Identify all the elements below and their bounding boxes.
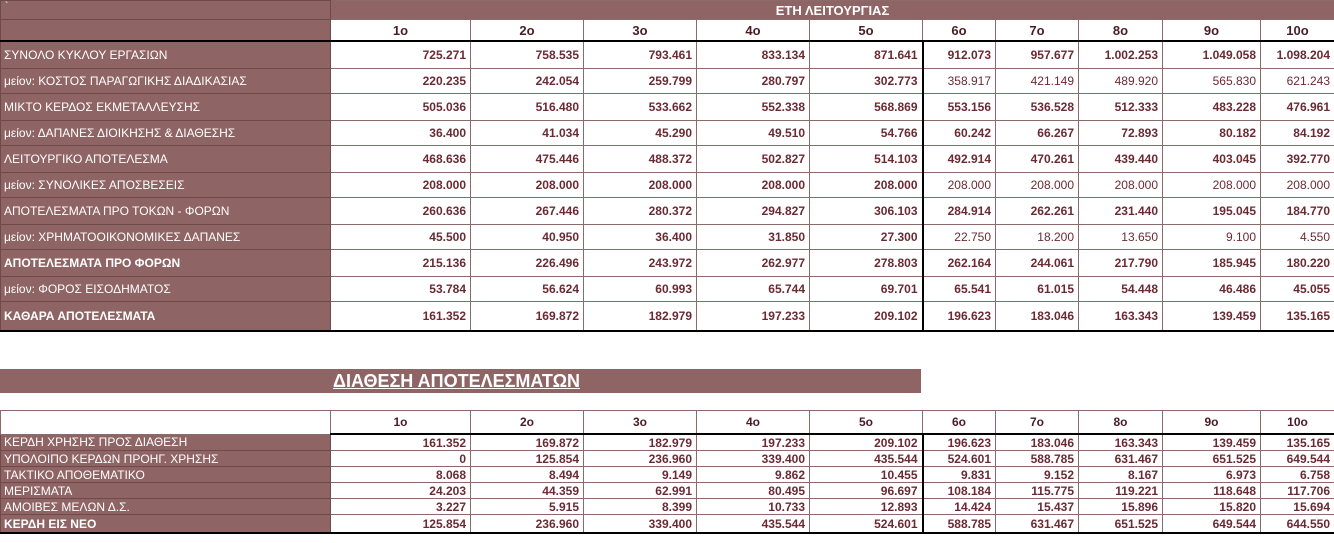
value-cell: 339.400 [584,515,697,534]
value-cell: 631.467 [1079,451,1163,467]
value-cell: 15.820 [1163,499,1261,515]
value-cell: 27.300 [810,225,923,250]
row-label: ΚΕΡΔΗ ΕΙΣ ΝΕΟ [1,515,331,534]
year-header: 9ο [1163,411,1261,435]
value-cell: 9.149 [584,467,697,483]
value-cell: 69.701 [810,277,923,302]
table-row [1,467,1334,483]
value-cell: 8.494 [471,467,584,483]
value-cell: 208.000 [697,173,810,198]
value-cell: 1.002.253 [1079,41,1163,69]
year-header: 8ο [1079,411,1163,435]
value-cell: 15.896 [1079,499,1163,515]
table-row [1,225,1334,250]
value-cell: 139.459 [1163,434,1261,451]
row-label: ΜΙΚΤΟ ΚΕΡΔΟΣ ΕΚΜΕΤΑΛΛΕΥΣΗΣ [1,94,331,121]
value-cell: 197.233 [697,434,810,451]
value-cell: 9.862 [697,467,810,483]
value-cell: 36.400 [331,121,471,146]
value-cell: 163.343 [1079,302,1163,332]
value-cell: 13.650 [1079,225,1163,250]
value-cell: 49.510 [697,121,810,146]
table-row [1,146,1334,173]
corner-cell-blank [1,20,331,42]
year-header: 5ο [810,411,923,435]
value-cell: 476.961 [1261,94,1334,121]
value-cell: 4.550 [1261,225,1334,250]
value-cell: 0 [331,451,471,467]
value-cell: 524.601 [923,451,996,467]
value-cell: 10.733 [697,499,810,515]
value-cell: 182.979 [584,434,697,451]
value-cell: 649.544 [1163,515,1261,534]
value-cell: 45.290 [584,121,697,146]
value-cell: 871.641 [810,41,923,69]
row-label: μείον: ΔΑΠΑΝΕΣ ΔΙΟΙΚΗΣΗΣ & ΔΙΑΘΕΣΗΣ [1,121,331,146]
value-cell: 208.000 [923,173,996,198]
value-cell: 208.000 [1163,173,1261,198]
value-cell: 208.000 [584,173,697,198]
year-header: 10ο [1261,20,1334,42]
table-row [1,173,1334,198]
table-row [1,277,1334,302]
value-cell: 161.352 [331,434,471,451]
year-header: 5ο [810,20,923,42]
value-cell: 552.338 [697,94,810,121]
value-cell: 209.102 [810,434,923,451]
value-cell: 61.015 [996,277,1079,302]
value-cell: 215.136 [331,250,471,277]
value-cell: 505.036 [331,94,471,121]
table-row [1,94,1334,121]
year-header: 2ο [471,20,584,42]
value-cell: 226.496 [471,250,584,277]
value-cell: 631.467 [996,515,1079,534]
value-cell: 793.461 [584,41,697,69]
year-header: 7ο [996,20,1079,42]
table-row [1,499,1334,515]
value-cell: 208.000 [810,173,923,198]
value-cell: 259.799 [584,69,697,94]
year-header-row [1,20,1334,42]
value-cell: 54.448 [1079,277,1163,302]
table-row [1,250,1334,277]
year-header: 6ο [923,411,996,435]
value-cell: 489.920 [1079,69,1163,94]
value-cell: 435.544 [810,451,923,467]
table-row [1,121,1334,146]
value-cell: 208.000 [996,173,1079,198]
year-header: 6ο [923,20,996,42]
value-cell: 180.220 [1261,250,1334,277]
value-cell: 649.544 [1261,451,1334,467]
value-cell: 280.372 [584,198,697,225]
value-cell: 470.261 [996,146,1079,173]
distribution-rows [1,434,1334,533]
value-cell: 209.102 [810,302,923,332]
value-cell: 60.242 [923,121,996,146]
value-cell: 46.486 [1163,277,1261,302]
year-header: 1ο [331,20,471,42]
year-header: 2ο [471,411,584,435]
value-cell: 5.915 [471,499,584,515]
value-cell: 294.827 [697,198,810,225]
value-cell: 125.854 [471,451,584,467]
value-cell: 8.167 [1079,467,1163,483]
row-label: ΣΥΝΟΛΟ ΚΥΚΛΟΥ ΕΡΓΑΣΙΩΝ [1,41,331,69]
value-cell: 553.156 [923,94,996,121]
value-cell: 278.803 [810,250,923,277]
value-cell: 84.192 [1261,121,1334,146]
value-cell: 912.073 [923,41,996,69]
year-header: 8ο [1079,20,1163,42]
row-label: ΛΕΙΤΟΥΡΓΙΚΟ ΑΠΟΤΕΛΕΣΜΑ [1,146,331,173]
value-cell: 524.601 [810,515,923,534]
value-cell: 163.343 [1079,434,1163,451]
value-cell: 182.979 [584,302,697,332]
year-header: 3ο [584,20,697,42]
year-header: 4ο [697,20,810,42]
value-cell: 260.636 [331,198,471,225]
row-label: ΜΕΡΙΣΜΑΤΑ [1,483,331,499]
value-cell: 514.103 [810,146,923,173]
value-cell: 483.228 [1163,94,1261,121]
value-cell: 135.165 [1261,302,1334,332]
value-cell: 220.235 [331,69,471,94]
row-label: ΑΠΟΤΕΛΕΣΜΑΤΑ ΠΡΟ ΤΟΚΩΝ - ΦΟΡΩΝ [1,198,331,225]
value-cell: 644.550 [1261,515,1334,534]
value-cell: 65.744 [697,277,810,302]
row-label: μείον: ΚΟΣΤΟΣ ΠΑΡΑΓΩΓΙΚΗΣ ΔΙΑΔΙΚΑΣΙΑΣ [1,69,331,94]
value-cell: 358.917 [923,69,996,94]
value-cell: 306.103 [810,198,923,225]
row-label: μείον: ΣΥΝΟΛΙΚΕΣ ΑΠΟΣΒΕΣΕΙΣ [1,173,331,198]
value-cell: 184.770 [1261,198,1334,225]
value-cell: 492.914 [923,146,996,173]
value-cell: 36.400 [584,225,697,250]
value-cell: 196.623 [923,434,996,451]
value-cell: 183.046 [996,302,1079,332]
value-cell: 651.525 [1079,515,1163,534]
value-cell: 40.950 [471,225,584,250]
distribution-title-bar [0,369,921,393]
year-header-row [1,411,1334,435]
value-cell: 45.500 [331,225,471,250]
value-cell: 53.784 [331,277,471,302]
value-cell: 833.134 [697,41,810,69]
value-cell: 475.446 [471,146,584,173]
value-cell: 65.541 [923,277,996,302]
value-cell: 195.045 [1163,198,1261,225]
value-cell: 758.535 [471,41,584,69]
value-cell: 565.830 [1163,69,1261,94]
table-row [1,451,1334,467]
value-cell: 6.973 [1163,467,1261,483]
value-cell: 45.055 [1261,277,1334,302]
value-cell: 41.034 [471,121,584,146]
value-cell: 15.694 [1261,499,1334,515]
value-cell: 533.662 [584,94,697,121]
value-cell: 8.399 [584,499,697,515]
value-cell: 243.972 [584,250,697,277]
value-cell: 119.221 [1079,483,1163,499]
table-row [1,434,1334,451]
value-cell: 12.893 [810,499,923,515]
value-cell: 80.495 [697,483,810,499]
corner-cell: ` [1,1,331,20]
value-cell: 24.203 [331,483,471,499]
value-cell: 236.960 [584,451,697,467]
value-cell: 421.149 [996,69,1079,94]
year-header: 9ο [1163,20,1261,42]
value-cell: 512.333 [1079,94,1163,121]
value-cell: 208.000 [1261,173,1334,198]
value-cell: 22.750 [923,225,996,250]
value-cell: 435.544 [697,515,810,534]
value-cell: 10.455 [810,467,923,483]
value-cell: 56.624 [471,277,584,302]
value-cell: 262.977 [697,250,810,277]
value-cell: 9.100 [1163,225,1261,250]
distribution-table [0,410,1334,534]
row-label: μείον: ΦΟΡΟΣ ΕΙΣΟΔΗΜΑΤΟΣ [1,277,331,302]
value-cell: 139.459 [1163,302,1261,332]
value-cell: 236.960 [471,515,584,534]
value-cell: 125.854 [331,515,471,534]
row-label: ΥΠΟΛΟΙΠΟ ΚΕΡΔΩΝ ΠΡΟΗΓ. ΧΡΗΣΗΣ [1,451,331,467]
year-header: 4ο [697,411,810,435]
value-cell: 231.440 [1079,198,1163,225]
year-header: 10ο [1261,411,1334,435]
value-cell: 439.440 [1079,146,1163,173]
value-cell: 468.636 [331,146,471,173]
income-statement-rows [1,41,1334,331]
row-label: μείον: ΧΡΗΜΑΤΟΟΙΚΟΝΟΜΙΚΕΣ ΔΑΠΑΝΕΣ [1,225,331,250]
value-cell: 135.165 [1261,434,1334,451]
value-cell: 588.785 [923,515,996,534]
value-cell: 117.706 [1261,483,1334,499]
row-label: ΑΜΟΙΒΕΣ ΜΕΛΩΝ Δ.Σ. [1,499,331,515]
value-cell: 502.827 [697,146,810,173]
value-cell: 267.446 [471,198,584,225]
value-cell: 80.182 [1163,121,1261,146]
row-label: ΑΠΟΤΕΛΕΣΜΑΤΑ ΠΡΟ ΦΟΡΩΝ [1,250,331,277]
value-cell: 488.372 [584,146,697,173]
value-cell: 183.046 [996,434,1079,451]
table-row [1,198,1334,225]
value-cell: 196.623 [923,302,996,332]
value-cell: 217.790 [1079,250,1163,277]
value-cell: 169.872 [471,434,584,451]
value-cell: 284.914 [923,198,996,225]
value-cell: 280.797 [697,69,810,94]
value-cell: 1.098.204 [1261,41,1334,69]
value-cell: 262.261 [996,198,1079,225]
value-cell: 169.872 [471,302,584,332]
value-cell: 60.993 [584,277,697,302]
value-cell: 208.000 [471,173,584,198]
value-cell: 161.352 [331,302,471,332]
value-cell: 115.775 [996,483,1079,499]
value-cell: 44.359 [471,483,584,499]
value-cell: 62.991 [584,483,697,499]
value-cell: 302.773 [810,69,923,94]
year-header: 3ο [584,411,697,435]
table-row [1,515,1334,534]
value-cell: 208.000 [1079,173,1163,198]
value-cell: 6.758 [1261,467,1334,483]
value-cell: 8.068 [331,467,471,483]
table-row [1,41,1334,69]
value-cell: 262.164 [923,250,996,277]
value-cell: 9.152 [996,467,1079,483]
value-cell: 621.243 [1261,69,1334,94]
value-cell: 957.677 [996,41,1079,69]
value-cell: 536.528 [996,94,1079,121]
value-cell: 31.850 [697,225,810,250]
value-cell: 3.227 [331,499,471,515]
value-cell: 403.045 [1163,146,1261,173]
value-cell: 96.697 [810,483,923,499]
value-cell: 242.054 [471,69,584,94]
value-cell: 118.648 [1163,483,1261,499]
value-cell: 72.893 [1079,121,1163,146]
value-cell: 15.437 [996,499,1079,515]
value-cell: 185.945 [1163,250,1261,277]
value-cell: 244.061 [996,250,1079,277]
row-label: ΤΑΚΤΙΚΟ ΑΠΟΘΕΜΑΤΙΚΟ [1,467,331,483]
value-cell: 725.271 [331,41,471,69]
value-cell: 108.184 [923,483,996,499]
value-cell: 66.267 [996,121,1079,146]
value-cell: 197.233 [697,302,810,332]
blank-header-cell [1,411,331,435]
value-cell: 516.480 [471,94,584,121]
years-of-operation-header: ΕΤΗ ΛΕΙΤΟΥΡΓΙΑΣ [331,1,1334,20]
value-cell: 651.525 [1163,451,1261,467]
value-cell: 208.000 [331,173,471,198]
value-cell: 14.424 [923,499,996,515]
distribution-title: ΔΙΑΘΕΣΗ ΑΠΟΤΕΛΕΣΜΑΤΩΝ [333,371,581,391]
table-row [1,69,1334,94]
year-header: 1ο [331,411,471,435]
value-cell: 9.831 [923,467,996,483]
table-row [1,302,1334,332]
year-header: 7ο [996,411,1079,435]
value-cell: 18.200 [996,225,1079,250]
row-label: ΚΕΡΔΗ ΧΡΗΣΗΣ ΠΡΟΣ ΔΙΑΘΕΣΗ [1,434,331,451]
value-cell: 339.400 [697,451,810,467]
value-cell: 392.770 [1261,146,1334,173]
value-cell: 588.785 [996,451,1079,467]
value-cell: 568.869 [810,94,923,121]
row-label: ΚΑΘΑΡΑ ΑΠΟΤΕΛΕΣΜΑΤΑ [1,302,331,332]
value-cell: 1.049.058 [1163,41,1261,69]
table-row [1,483,1334,499]
value-cell: 54.766 [810,121,923,146]
